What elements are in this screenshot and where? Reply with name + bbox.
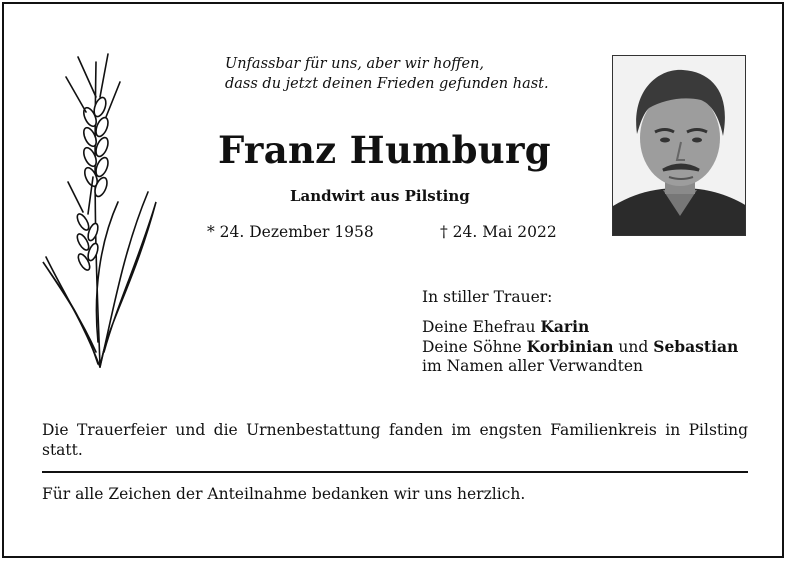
quote-line-2: dass du jetzt deinen Frieden gefunden hast. (225, 76, 549, 92)
wife-prefix: Deine Ehefrau (422, 318, 541, 336)
mourners-block (422, 288, 738, 376)
funeral-notice: Die Trauerfeier und die Urnenbestattung fanden im engsten Familienkreis in Pilsting statt. (42, 421, 748, 459)
birth-date: * 24. Dezember 1958 (207, 223, 374, 241)
thanks-note: Für alle Zeichen der Anteilnahme bedanken wir uns herzlich. (42, 485, 526, 503)
sons-conjunction: und (613, 338, 654, 356)
mourners-relatives-line: im Namen aller Verwandten (422, 357, 643, 375)
son-name-1: Korbinian (526, 337, 614, 356)
quote-line-1: Unfassbar für uns, aber wir hoffen, (225, 56, 485, 72)
wheat-ear-icon (38, 52, 163, 372)
divider-line (42, 471, 748, 473)
sons-prefix: Deine Söhne (422, 338, 527, 356)
mourners-heading: In stiller Trauer: (422, 288, 553, 306)
deceased-occupation: Landwirt aus Pilsting (290, 187, 470, 205)
memorial-quote (225, 54, 549, 94)
wife-name: Karin (540, 317, 590, 336)
death-date: † 24. Mai 2022 (440, 223, 557, 241)
portrait-photo (612, 55, 746, 236)
deceased-name: Franz Humburg (218, 128, 551, 172)
mourners-wife-line (422, 317, 738, 337)
son-name-2: Sebastian (653, 337, 739, 356)
mourners-sons-line (422, 337, 738, 357)
